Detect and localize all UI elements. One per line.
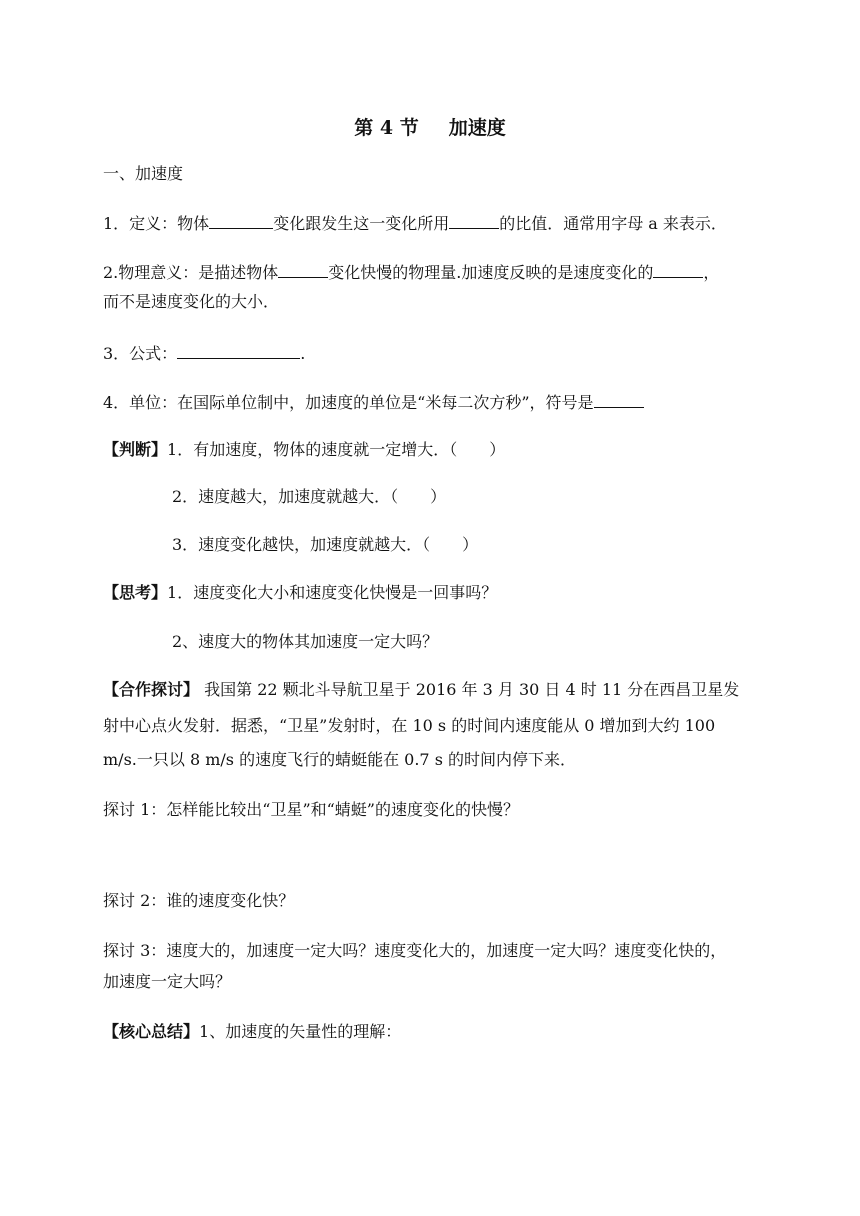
item-meaning: 2.物理意义：是描述物体 变化快慢的物理量.加速度反映的是速度变化的 ， — [103, 263, 720, 282]
discuss-3-line1: 探讨 3：速度大的，加速度一定大吗？速度变化大的，加速度一定大吗？速度变化快的， — [103, 941, 727, 960]
discuss-1: 探讨 1：怎样能比较出“卫星”和“蜻蜓”的速度变化的快慢？ — [103, 800, 519, 819]
blank-field — [653, 262, 703, 278]
blank-field — [449, 213, 499, 229]
blank-field — [594, 392, 644, 408]
item-meaning-continued: 而不是速度变化的大小． — [103, 292, 280, 311]
blank-field — [278, 262, 328, 278]
section-heading: 一、加速度 — [103, 164, 184, 183]
think-label: 【思考】 — [103, 583, 168, 602]
coop-line1: 【合作探讨】 我国第 22 颗北斗导航卫星于 2016 年 3 月 30 日 4 时 11 分在西昌卫星发 — [103, 680, 740, 699]
judge-q2: 2．速度越大，加速度就越大．（ ） — [172, 487, 447, 506]
page-title — [0, 116, 860, 140]
judge-q1: 【判断】1．有加速度，物体的速度就一定增大．（ ） — [103, 440, 506, 459]
item-unit: 4．单位：在国际单位制中，加速度的单位是“米每二次方秒”，符号是 — [103, 392, 644, 413]
think-q2: 2、速度大的物体其加速度一定大吗？ — [172, 632, 439, 651]
discuss-3-line2: 加速度一定大吗？ — [103, 972, 232, 991]
judge-q3: 3．速度变化越快，加速度就越大．（ ） — [172, 535, 479, 554]
core-summary: 【核心总结】1、加速度的矢量性的理解： — [103, 1022, 402, 1041]
coop-line3: m/s.一只以 8 m/s 的速度飞行的蜻蜓能在 0.7 s 的时间内停下来． — [103, 750, 576, 769]
coop-line2: 射中心点火发射．据悉，“卫星”发射时，在 10 s 的时间内速度能从 0 增加到大约 100 — [103, 716, 716, 735]
title-section-number: 第 4 节 — [354, 117, 419, 139]
blank-field — [177, 343, 300, 359]
discuss-2: 探讨 2：谁的速度变化快？ — [103, 891, 295, 910]
title-topic: 加速度 — [448, 117, 506, 139]
item-definition: 1．定义：物体 变化跟发生这一变化所用 的比值．通常用字母 a 来表示． — [103, 214, 727, 233]
item-formula: 3．公式： . — [103, 344, 306, 363]
summary-label: 【核心总结】 — [103, 1022, 200, 1041]
blank-field — [209, 213, 273, 229]
think-q1: 【思考】1．速度变化大小和速度变化快慢是一回事吗？ — [103, 583, 498, 602]
judge-label: 【判断】 — [103, 440, 168, 459]
coop-label: 【合作探讨】 — [103, 680, 200, 699]
